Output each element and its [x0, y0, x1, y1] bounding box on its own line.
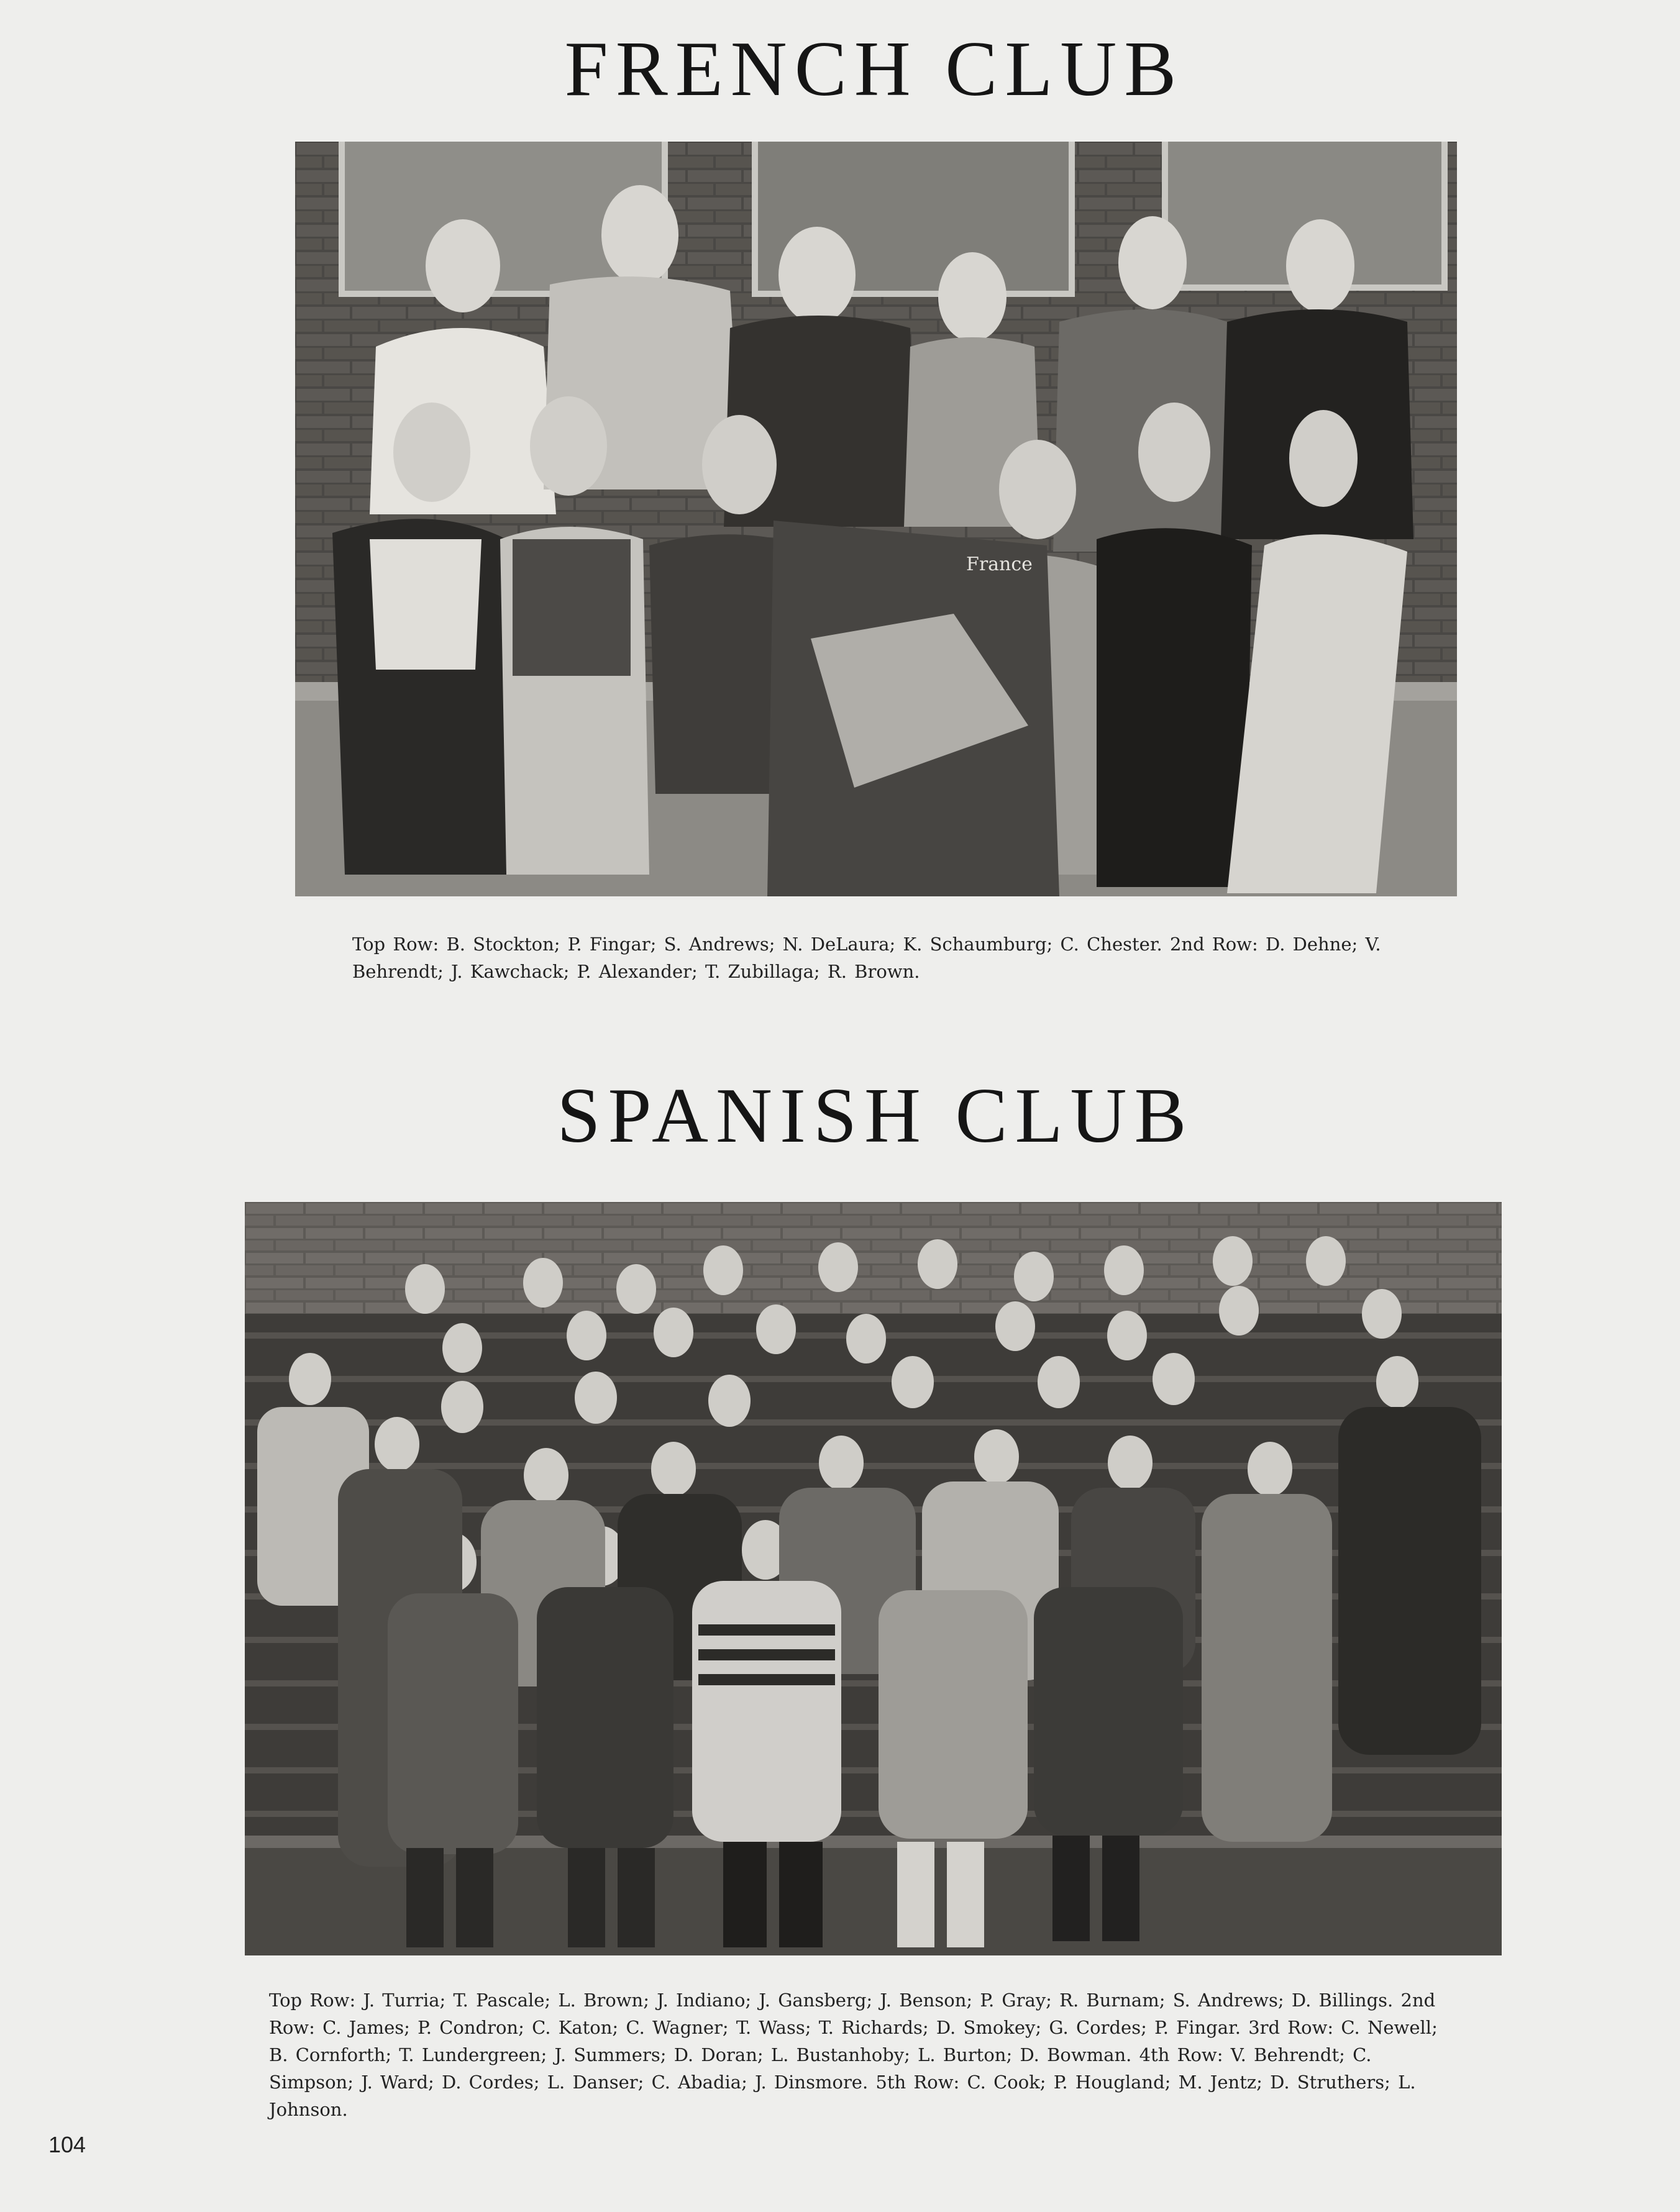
french-club-photo — [295, 142, 1457, 896]
page-number: 104 — [48, 2132, 86, 2157]
spanish-club-title: SPANISH CLUB — [557, 1073, 1194, 1159]
french-club-title: FRENCH CLUB — [564, 26, 1184, 112]
spanish-club-photo — [245, 1202, 1502, 1955]
poster-text: France — [966, 553, 1033, 575]
spanish-club-caption: Top Row: J. Turria; T. Pascale; L. Brown; J. Indiano; J. Gansberg; J. Benson; P. Gray; R. Burnam; S. Andrews; D. Billings. 2nd Row: C. James; P. Condron; C. Katon; C. Wagner; T. Wass; T. Richards; D. Smokey; G. Cordes; P. Fingar. 3rd Row: C. Newell; B. Cornforth; T. Lundergreen; J. Summers; D. Doran; L. Bustanhoby; L. Burton; D. Bowman. 4th Row: V. Behrendt; C. Simpson; J. Ward; D. Cordes; L. Danser; C. Abadia; J. Dinsmore. 5th Row: C. Cook; P. Hougland; M. Jentz; D. Struthers; L. Johnson. — [269, 1990, 1438, 2120]
french-club-caption: Top Row: B. Stockton; P. Fingar; S. Andrews; N. DeLaura; K. Schaumburg; C. Chester. 2nd Row: D. Dehne; V. Behrendt; J. Kawchack; P. Alexander; T. Zubillaga; R. Brown. — [352, 934, 1381, 982]
